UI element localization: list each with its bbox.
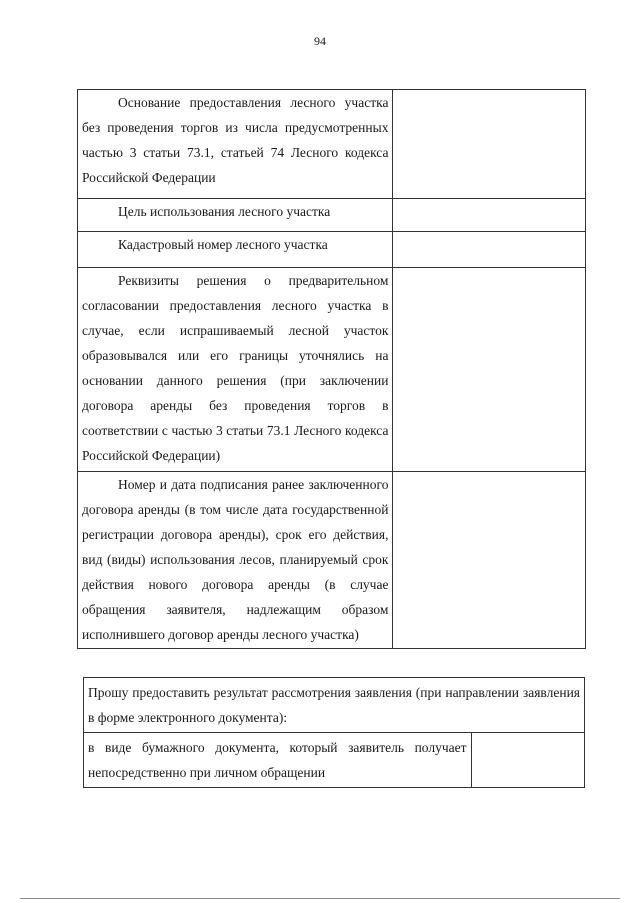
paper-document-option-label: в виде бумажного документа, который заявитель получает непосредственно при личном обращении: [84, 733, 472, 788]
row-value-decision[interactable]: [393, 268, 586, 472]
application-details-table: [77, 89, 586, 649]
table-row: [78, 472, 586, 649]
table-row: [78, 232, 586, 268]
table-row: [84, 678, 585, 733]
row-label-basis: Основание предоставления лесного участка без проведения торгов из числа предусмотренных частью 3 статьи 73.1, статьей 74 Лесного кодекса Российской Федерации: [78, 90, 393, 199]
result-delivery-header: Прошу предоставить результат рассмотрения заявления (при направлении заявления в форме электронного документа):: [84, 678, 585, 733]
row-value-lease[interactable]: [393, 472, 586, 649]
table-row: [78, 268, 586, 472]
row-value-basis[interactable]: [393, 90, 586, 199]
paper-document-option-checkbox[interactable]: [471, 733, 584, 788]
table-row: [84, 733, 585, 788]
row-label-purpose: Цель использования лесного участка: [78, 199, 393, 232]
row-label-lease: Номер и дата подписания ранее заключенного договора аренды (в том числе дата государственной регистрации договора аренды), срок его действия, вид (виды) использования лесов, планируемый срок действия нового договора аренды (в случае обращения заявителя, надлежащим образом исполнившего договор аренды лесного участка): [78, 472, 393, 649]
page-bottom-rule: [20, 898, 620, 899]
row-label-decision: Реквизиты решения о предварительном согласовании предоставления лесного участка в случае, если испрашиваемый лесной участок образовывался или его границы уточнялись на основании данного решения (при заключении договора аренды без проведения торгов в соответствии с частью 3 статьи 73.1 Лесного кодекса Российской Федерации): [78, 268, 393, 472]
table-row: [78, 90, 586, 199]
row-value-cadastral[interactable]: [393, 232, 586, 268]
result-delivery-table: [83, 677, 585, 788]
row-label-cadastral: Кадастровый номер лесного участка: [78, 232, 393, 268]
page-number: 94: [314, 34, 326, 48]
table-row: [78, 199, 586, 232]
row-value-purpose[interactable]: [393, 199, 586, 232]
